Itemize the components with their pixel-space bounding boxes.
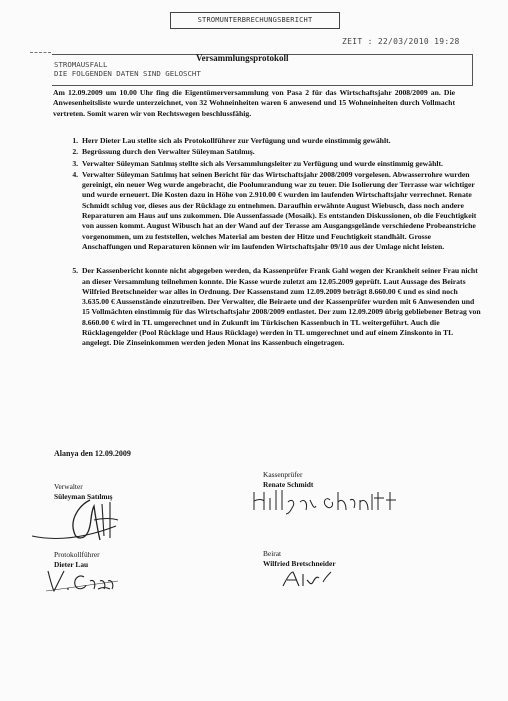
agenda-item-5: 5. Der Kassenbericht konnte nicht abgegeben werden, da Kassenprüfer Frank Gahl wegen der Krankheit seiner Frau nicht an dieser Versammlung teilnehmen konnte. Die Kasse wurde zuletzt am 12.05.2009 geprüft. Laut Aussage des Beirats Wilfried Bretschneider war alles in Ordnung. Der Kassenstand zum 12.09.2009 beträgt 8.660.00 € und es sind noch 3.635.00 € Aussenstände einzutreiben. Der Verwalter, die Beiraete und der Kassenprüfer wurden mit 6 Anwesenden und 15 Vollmächten einstimmig für das Wirtschaftsjahr 2008/2009 entlastet. Der zum 12.09.2009 übrig gebliebener Betrag von 8.660.00 € wird in TL umgerechnet und in Zukunft im Türkischen Kassenbuch in TL weitergeführt. Auch die Rücklagengelder (Pool Rücklage und Haus Rücklage) werden in TL umgerechnet und auf einem Zinskonto in TL angelegt. Die Zinseinkommen werden jeden Monat ins Kassenbuch eingetragen. — [80, 266, 482, 348]
power-outage-report-label: STROMUNTERBRECHUNGSBERICHT — [170, 12, 340, 29]
agenda-item-3: 3. Verwalter Süleyman Satılmış stellte sich als Versammlungsleiter zu Verfügung und wurde einstimmig gewählt. — [80, 159, 482, 169]
signature-mark-verwalter — [30, 496, 120, 546]
signature-mark-beirat — [279, 568, 339, 590]
place-and-date: Alanya den 12.09.2009 — [54, 449, 131, 458]
signature-name-verwalter: Süleyman Satılmış — [54, 492, 113, 501]
signature-name-beirat: Wilfried Bretschneider — [263, 559, 336, 568]
intro-paragraph: Am 12.09.2009 um 10.00 Uhr fing die Eigentümerversammlung von Pasa 2 für das Wirtschaftsjahr 2008/2009 an. Die Anwesenheitsliste wurde unterzeichnet, von 32 Wohneinheiten waren 6 anwesend und 15 Wohneinheiten durch Vollmacht vertreten. Somit waren wir von Rechtswegen beschlussfähig. — [53, 88, 455, 118]
agenda-item-1: 1. Herr Dieter Lau stellte sich als Protokollführer zur Verfügung und wurde einstimmig gewählt. — [80, 136, 482, 146]
outage-box-dashed-edge — [30, 52, 51, 53]
signature-role-kassenpruefer: Kassenprüfer — [263, 470, 303, 479]
document-title: Versammlungsprotokoll — [196, 53, 289, 63]
signature-block-beirat — [263, 549, 336, 569]
agenda-item-2: 2. Begrüssung durch den Verwalter Süleyman Satılmış. — [80, 147, 482, 157]
signature-block-kassenpruefer — [263, 470, 313, 490]
outage-notice-line-1: STROMAUSFALL — [54, 60, 108, 69]
signature-name-kassenpruefer: Renate Schmidt — [263, 480, 314, 489]
signature-mark-protokollfuehrer — [44, 567, 124, 595]
print-timestamp: ZEIT : 22/03/2010 19:28 — [342, 37, 460, 46]
signature-role-protokollfuehrer: Protokollführer — [54, 550, 100, 559]
signature-mark-kassenpruefer — [250, 488, 410, 516]
agenda-list — [53, 136, 482, 350]
outage-notice-line-2: DIE FOLGENDEN DATEN SIND GELOSCHT — [54, 69, 201, 78]
signature-name-protokollfuehrer: Dieter Lau — [54, 560, 89, 569]
signature-role-beirat: Beirat — [263, 549, 282, 558]
signature-role-verwalter: Verwalter — [54, 482, 83, 491]
agenda-item-4: 4. Verwalter Süleyman Satılmış hat seinen Bericht für das Wirtschaftsjahr 2008/2009 vorgelesen. Abwasserrohre wurden gereinigt, ein neuer Weg wurde angebracht, die Poolumrandung war zu teuer. Die Isolierung der Terrasse war wichtiger und wurde erneuert. Die Kosten dazu in Höhe von 2.910.00 € wurden im laufenden Wirtschaftsjahr verrechnet. Renate Schmidt schlug vor, dieses aus der Rücklage zu entnehmen. Daraufhin erwähnte August Wiebusch, dass noch andere Reparaturen am Haus auf uns zukommen. Die Aussenfassade (Mosaik). Es entstanden Diskussionen, ob die Feuchtigkeit von aussen kommt. August Wibusch hat an der Wand auf der Terasse am Ausgangsgelände verschiedene Probeanstriche vorgenommen, um zu feststellen, welches Material am besten der Hitze und Feuchtigkeit standhält. Grosse Anschaffungen und Reparaturen können wir im laufenden Wirtschaftsjahr 09/10 aus der Umlage nicht leisten. — [80, 170, 482, 252]
